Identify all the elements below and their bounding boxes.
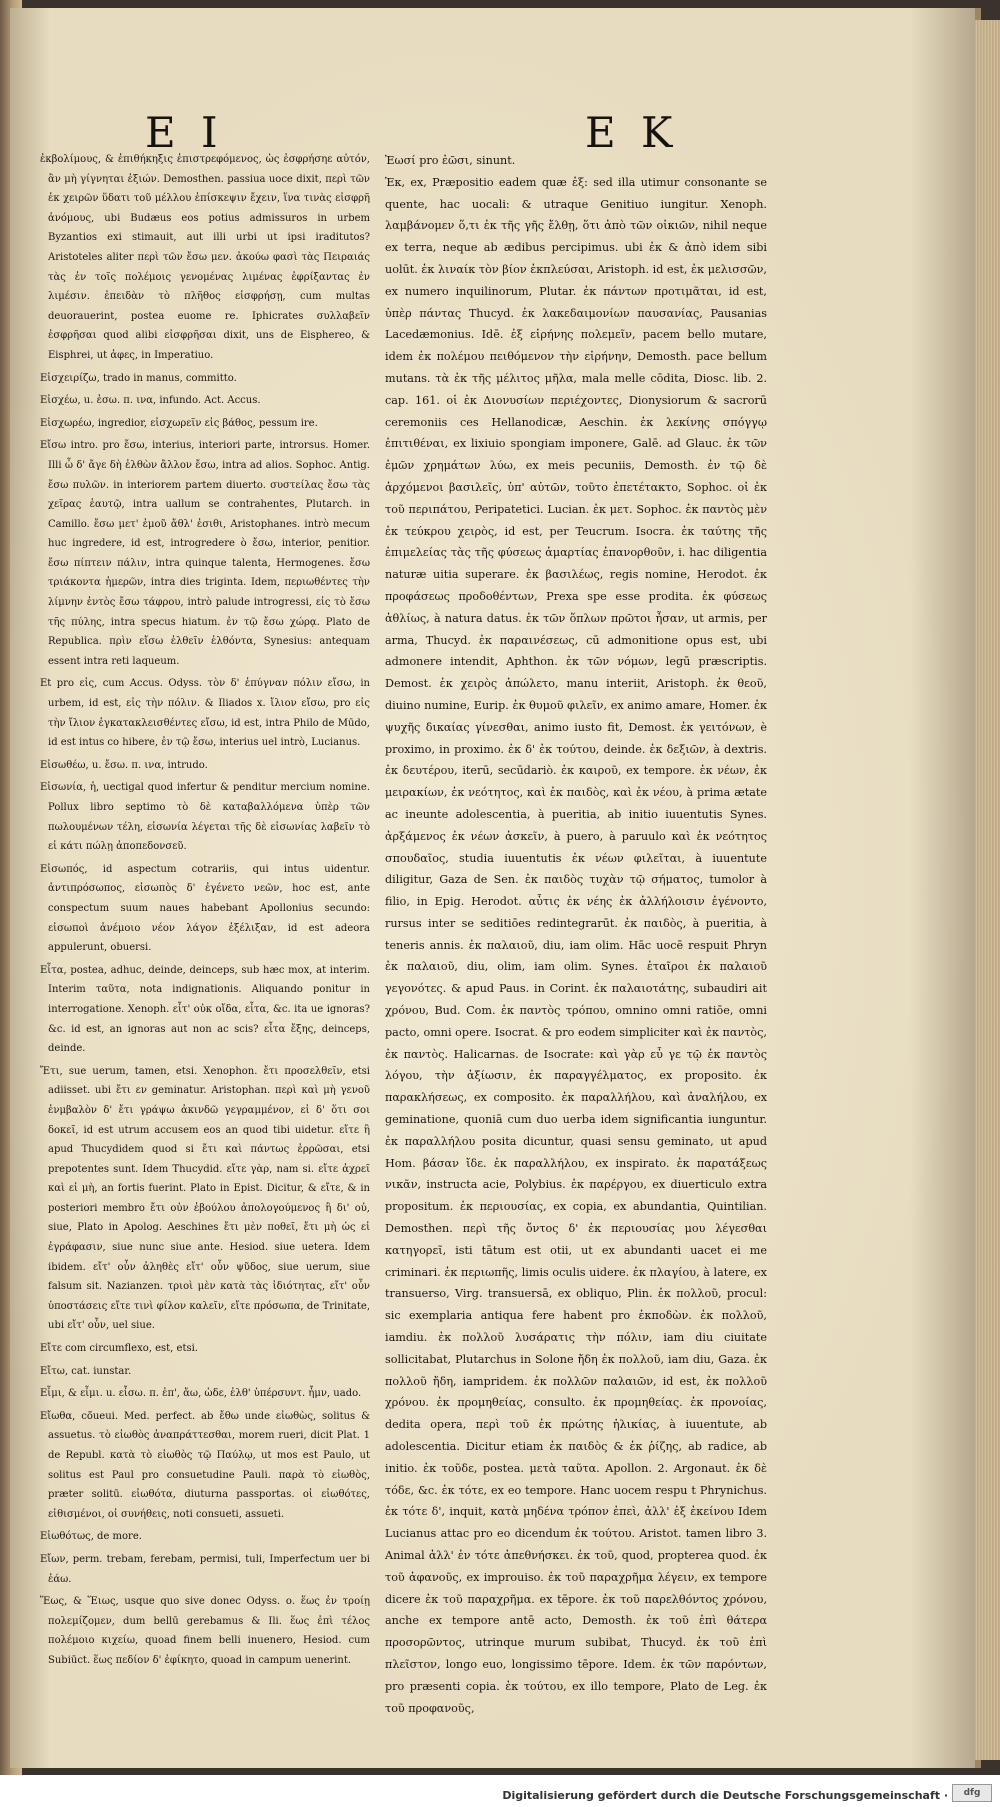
- dictionary-entry: Εἴων, perm. trebam, ferebam, permisi, tuli, Imperfectum uer bi ἐάω.: [40, 1553, 370, 1585]
- running-head-left: E I: [145, 108, 224, 157]
- dictionary-entry: Εἰσωνία, ἡ, uectigal quod infertur & penditur mercium nomine. Pollux libro septimo τὸ δὲ καταβαλλόμενα ὑπὲρ τῶν πωλουμένων τέλη, εἰσωνία λέγεται τῆς δὲ εἰσωνίας λαβεῖν τὸ εἰ κάτι πώλῃ ἀποπεδονσεῦ.: [40, 782, 370, 853]
- dictionary-entry: Ἔτι, sue uerum, tamen, etsi. Xenophon. ἔτι προσελθεῖν, etsi adiisset. ubi ἔτι εν geminatur. Aristophan. περὶ καὶ μὴ γενοῦ ἐνμβαλὸν δ' ἔτι γράψω ἀκινδῶ γεγραμμένον, εἰ δ' ὅτι σοι δοκεῖ, id est utrum accusem eos an quod tibi uidetur. εἴτε ἢ apud Thucydidem quod si ἔτι καὶ πάντως ἐρρῶσαι, etsi prepotentes sunt. Idem Thucydid. εἴτε γὰρ, nam si. εἴτε ἀχρεῖ καὶ εἰ μὴ, an fortis fuerint. Plato in Epist. Dicitur, & εἴτε, & in posteriori membro ἔτι οὐν ἐβούλου ἀπολογούμενος ἢ δι' οὐ, siue, Plato in Apolog. Aeschines ἔτι μὲν ποθεῖ, ἔτι μὴ ὡς εἰ ἐγράφασιν, siue nunc siue ante. Hesiod. siue uetera. Idem ibidem. εἴτ' οὖν ἀληθὲς εἴτ' οὖν ψῦδος, siue uerum, siue falsum sit. Nazianzen. τριοὶ μὲν κατὰ τὰς ἰδιότητας, εἴτ' οὖν ὑποστάσεις εἴτε τινὶ φίλον καλεῖν, εἴτε πρόσωπα, de Trinitate, ubi εἴτ' οὖν, uel siue.: [40, 1065, 370, 1332]
- dictionary-entry: Ἐωσί pro ἐῶσι, sinunt.: [385, 154, 516, 167]
- digitization-credit: Digitalisierung gefördert durch die Deutsche Forschungsgemeinschaft ·: [502, 1789, 948, 1802]
- dictionary-entry: Εἰσωθέω, u. ἔσω. π. ινα, intrudo.: [40, 759, 208, 771]
- dictionary-entry: Εἰσχέω, u. ἐσω. π. ινα, infundo. Act. Accus.: [40, 395, 261, 407]
- dictionary-entry: Ἐκ, ex, Præpositio eadem quæ ἐξ: sed illa utimur consonante se quente, hac uocali: & utraque Genitiuo iungitur. Xenoph. λαμβάνομεν ὅ,τι ἐκ τῆς γῆς ἔλθῃ, ὅτι ἀπὸ τῶν οἰκιῶν, nihil neque ex terra, neque ab ædibus percipimus. ubi ἐκ & ἀπὸ idem sibi uolūt. ἐκ λιναίκ τὸν βίον ἐκπλεύσαι, Aristoph. id est, ἐκ μελισσῶν, ex numero inquilinorum, Plutar. ἐκ πάντων προτιμᾶται, id est, ὑπὲρ πάντας Thucyd. ἐκ λακεδαιμονίων παυσανίας, Pausanias Lacedæmonius. Idē. ἐξ εἰρήνης πολεμεῖν, pacem bello mutare, idem ἐκ πολέμου πειθόμενον τὴν εἰρήνην, Demosth. pace bellum mutans. τὰ ἐκ τῆς μέλιτος μῆλα, mala melle cōdita, Diosc. lib. 2. cap. 161. οἱ ἐκ Διονυσίων περιέχοντες, Dionysiorum & sacrorū ceremoniis ces Hellanodicæ, Aeschin. ἐκ λεκίνης σπόγγῳ ἐπιτιθέναι, ex lixiuio spongiam imponere, Galē. ad Glauc. ἐκ τῶν ἐμῶν χρημάτων λύω, ex meis pecuniis, Demosth. ἐν τῷ δὲ ἀρχόμενοι βασιλεῖς, ὑπ' αὐτῶν, τοῦτο ἐπετέτακτο, Sophoc. οἱ ἐκ τοῦ περιπάτου, Peripatetici. Lucian. ἐκ μετ. Sophoc. ἐκ παντὸς μὲν ἐκ τεύκρου χειρὸς, id est, per Teucrum. Isocra. ἐκ ταύτης τῆς ἐπιμελείας τὰς τῆς φύσεως ἁμαρτίας ἐπανορθοῦν, i. hac diligentia naturæ uitia superare. ἐκ βασιλέως, regis nomine, Herodot. ἐκ προφάσεως προδοθέντων, Prexa spe esse prodita. ἐκ φύσεως ἀθλίως, à natura datus. ἐκ τῶν ὅπλων πρῶτοι ἦσαν, ut armis, per arma, Thucyd. ἐκ παραινέσεως, cū admonitione opus est, ubi admonere intendit, Aphthon. ἐκ τῶν νόμων, legū præscriptis. Demost. ἐκ χειρὸς ἀπώλετο, manu interiit, Aristoph. ἐκ θεοῦ, diuino numine, Eurip. ἐκ θυμοῦ φιλεῖν, ex animo amare, Homer. ἐκ ψυχῆς δικαίας γίνεσθαι, animo iusto fit, Demost. ἐκ γειτόνων, è proximo, in proximo. ἐκ δ' ἐκ τούτου, deinde. ἐκ δεξιῶν, à dextris. ἐκ δευτέρου, iterū, secūdariò. ἐκ καιροῦ, ex tempore. ἐκ νέων, ἐκ μειρακίων, ἐκ νεότητος, καὶ ἐκ παιδὸς, καὶ ἐκ νέου, à prima ætate ac ineunte adolescentia, à pueritia, ab initio iuuentutis Synes. ἀρξάμενος ἐκ νέων ἀσκεῖν, à puero, à paruulo καὶ ἐκ νεότητος σπουδαῖος, studia iuuentutis ἐκ νέων φιλεῖται, à iuuentute diligitur, Gaza de Sen. ἐκ παιδὸς τυχὰν τῷ σήματος, tumolor à filio, in Epig. Herodot. αὖτις ἐκ νέης ἐκ ἀλλήλοισιν ἐγένοντο, rursus inter se seditiōes redintegrarūt. ἐκ παιδὸς, à pueritia, à teneris annis. ἐκ παλαιοῦ, diu, iam olim. Hāc uocē respuit Phryn ἐκ παλαιοῦ, diu, olim, iam olim. Synes. ἑταῖροι ἐκ παλαιοῦ γεγονότες. & apud Paus. in Corint. ἐκ παλαιοτάτης, subaudiri ait χρόνου, Bud. Com. ἐκ παντὸς τρόπου, omnino omni ratiōe, omni pacto, omni opere. Isocrat. & pro eodem simpliciter καὶ ἐκ παντὸς, ἐκ παντὸς. Halicarnas. de Isocrate: καὶ γὰρ εὖ γε τῷ ἐκ παντὸς λόγου, τὴν ἀξίωσιν, ἐκ παραγγέλματος, ex proposito. ἐκ παρακλήσεως, ex composito. ἐκ παραλλήλου, καὶ ἀναλήλου, ex geminatione, quoniā cum duo uerba idem significantia iunguntur. ἐκ παραλλήλου posita dicuntur, quasi sensu geminato, ut apud Hom. βάσαν ἴδε. ἐκ παραλλήλου, ex inspirato. ἐκ παρατάξεως νικᾶν, instructa acie, Polybius. ἐκ παρέργου, ex diuerticulo extra propositum. ἐκ περιουσίας, ex copia, ex abundantia, Quintilian. Demosthen. περὶ τῆς ὄντος δ' ἐκ περιουσίας μου λέγεσθαι κατηγορεῖ, isti tātum est otii, ut ex abundanti uacet ei me criminari. ἐκ περιωπῆς, limis oculis uidere. ἐκ πλαγίου, à latere, ex transuerso, Virg. transuersā, ex obliquo, Plin. ἐκ πολλοῦ, procul: sic exemplaria antiqua fere habent pro ἐκποδὼν. ἐκ πολλοῦ, iamdiu. ἐκ πολλοῦ λυσάρατις τὴν πόλιν, iam diu ciuitate sollicitabat, Plutarchus in Solone ἤδη ἐκ πολλοῦ, iam diu, Gaza. ἐκ πολλοῦ ἤδη, iampridem. ἐκ πολλῶν παλαιῶν, id est, ἐκ πολλοῦ χρόνου. ἐκ προμηθείας, consulto. ἐκ προμηθείας. ἐκ προνοίας, dedita opera, περὶ τοῦ ἐκ πρώτης ἡλικίας, à iuuentute, ab adolescentia. Dicitur etiam ἐκ παιδὸς & ἐκ ῥίζης, ab radice, ab initio. ἐκ τοῦδε, postea. μετὰ ταῦτα. Apollon. 2. Argonaut. ἐκ δὲ τόδε, &c. ἐκ τότε, ex eo tempore. Hanc uocem respu t Phrynichus. ἐκ τότε δ', inquit, κατὰ μηδένα τρόπον ἐπεὶ, ἀλλ' ἐξ ἐκείνου Idem Lucianus attac pro eo dicendum ἐκ τούτου. Aristot. tamen libro 3. Animal ἀλλ' ἐν τότε ἀπεθνήσκει. ἐκ τοῦ, quod, propterea quod. ἐκ τοῦ ἀφανοῦς, ex improuiso. ἐκ τοῦ παραχρῆμα λέγειν, ex tempore dicere ἐκ τοῦ παραχρῆμα. ex tēpore. ἐκ τοῦ παρελθόντος χρόνου, anche ex tempore antē acto, Demosth. ἐκ τοῦ ἐπὶ θάτερα προσορῶντος, utrinque murum subibat, Thucyd. ἐκ τοῦ ἐπὶ πλεῖστον, longo euo, longissimo tēpore. Idem. ἐκ τῶν παρόντων, pro præsenti copia. ἐκ τούτου, ex illo tempore, Plato de Leg. ἐκ τοῦ προφανοῦς,: [385, 175, 767, 1715]
- dfg-logo: dfg: [952, 1784, 992, 1802]
- left-text-column: [40, 150, 370, 1674]
- dictionary-entry: Εἴτε com circumflexo, est, etsi.: [40, 1343, 198, 1355]
- dictionary-entry: Εἰσχειρίζω, trado in manus, committo.: [40, 372, 237, 384]
- dictionary-entry: Εἶμι, & εἶμι. u. εἶσω. π. ἐπ', ἄω, ὡδε, ἐλθ' ὑπέρσυντ. ἦμν, uado.: [40, 1388, 362, 1400]
- right-text-column: [385, 150, 767, 1719]
- dictionary-entry: Ἕως, & Ἕιως, usque quo sive donec Odyss. ο. ἕως ἐν τροίῃ πολεμίζομεν, dum bellū gerebamus & Ili. ἕως ἐπὶ τέλος πολέμοιο κιχείω, quoad finem belli inuenero, Hesiod. cum Subiūct. ἕως πεδίον δ' ἐφίκητο, quoad in campum uenerint.: [40, 1596, 370, 1666]
- dictionary-entry: Et pro εἰς, cum Accus. Odyss. τὸν δ' ἐπύγναν πόλιν εἴσω, in urbem, id est, εἰς τὴν πόλιν. & Iliados x. ἴλιον εἴσω, pro εἰς τὴν ἴλιον ἐγκατακλεισθέντες εἴσω, id est, intra Philo de Mūdo, id est intus co hibere, ἐν τῷ ἔσω, interius uel intrò, Lucianus.: [40, 678, 370, 749]
- dictionary-entry: Εἰσωπός, id aspectum cotrariis, qui intus uidentur. ἀντιπρόσωπος, εἰσωπὸς δ' ἐγένετο νεῶν, hoc est, ante conspectum suum naues habebant Apollonius secundo: εἰσωποὶ ἀνέμοιο νέον λάγον ἐξέλιξαν, id est adeora appulerunt, obuersi.: [40, 863, 370, 954]
- page-fore-edge: [975, 20, 1000, 1760]
- dictionary-entry: Εἴσω intro. pro ἔσω, interius, interiori parte, introrsus. Homer. Illi ὦ δ' ἄγε δὴ ἐλθὼν ἄλλον ἔσω, intra ad alios. Sophoc. Antig. ἔσω πυλῶν. in interiorem partem diuerto. συστείλας ἔσω τὰς χεῖρας ἑαυτῷ, intra uallum se contrahentes, Plutarch. in Camillo. ἔσω μετ' ἐμοῦ ἄθλ' ἐσιθι, Aristophanes. intrò mecum huc ingredere, id est, introgredere ò ἔσω, interior, penitior. ἔσω πίπτειν πάλιν, intra quinque talenta, Hermogenes. ἔσω τριάκοντα ἡμερῶν, intra dies triginta. Idem, περιωθέντες τὴν λίμνην ἐντὸς ἔσω τάφρου, intrò palude introgressi, εἰς τὸ ἔσω τῆς πύλης, intra specus hiatum. ἐν τῷ ἔσω χώρᾳ. Plato de Republica. πρὶν εἴσω ἐλθεῖν ἐλθόντα, Synesius: antequam essent intra reti laqueum.: [40, 440, 370, 667]
- dictionary-entry: Εἰωθότως, de more.: [40, 1531, 142, 1543]
- dictionary-entry: Εἶτα, postea, adhuc, deinde, deinceps, sub hæc mox, at interim. Interim ταῦτα, nota indignationis. Aliquando ponitur in interrogatione. Xenoph. εἶτ' οὐκ οἴδα, εἶτα, &c. ita ue ignoras? &c. id est, an ignoras aut non ac scis? εἶτα ἔξης, deinceps, deinde.: [40, 964, 370, 1055]
- running-head-right: E K: [585, 108, 679, 157]
- dictionary-entry: Εἴτω, cat. iunstar.: [40, 1365, 132, 1377]
- dictionary-entry: Εἴωθα, cō̄ueui. Med. perfect. ab ἔθω unde εἰωθὼς, solitus & assuetus. τὸ εἰωθὸς ἀναπράττεσθαι, morem rueri, dicit Plat. 1 de Republ. κατὰ τὸ εἰωθὸς τῷ Παύλῳ, ut mos est Paulo, ut solitus est Paul pro consuetudine Pauli. παρὰ τὸ εἰωθὸς, præter solitū. εἰωθότα, diuturna passportas. οἱ εἰωθότες, εἰθισμένοι, οἱ συνήθεις, noti consueti, assueti.: [40, 1410, 370, 1520]
- dictionary-entry: Εἰσχωρέω, ingredior, εἰσχωρεῖν εἰς βάθος, pessum ire.: [40, 417, 318, 429]
- dictionary-entry: ἐκβολίμους, & ἐπιθήκηξις ἐπιστρεφόμενος, ὡς ἐσφρήσηε αὐτόν, ἂν μὴ γίγνηται ἐξιών. Demosthen. passiua uoce dixit, περὶ τῶν ἐκ χειρῶν ὕδατι τοῦ μέλλου ἐπίσκεψιν ἔχειν, ἵνα τινὰς εἰσφρῆ ἀνόμους, ubi Budæus eos potius admissuros in urbem Byzantios exi stimauit, aut illi urbi ut ipsi iraditutos? Aristoteles aliter περὶ τῶν ἔσω μεν. ἀκούω φασὶ τὰς Πειραιάς τὰς ἐν τοῖς πολέμοις γενομένας λιμένας ἐφρίξαντας ἐν λιμέσιν. ἐπειδὰν τὸ πλῆθος εἰσφρήσῃ, cum multas deuorauerint, postea euome re. Iphicrates συλλαβεῖν ἐσφρῆσαι quod alibi εἰσφρῆσαι dixit, uns de Eisphereo, & Eisphrei, ut ἀφες, in Imperatiuo.: [40, 154, 370, 361]
